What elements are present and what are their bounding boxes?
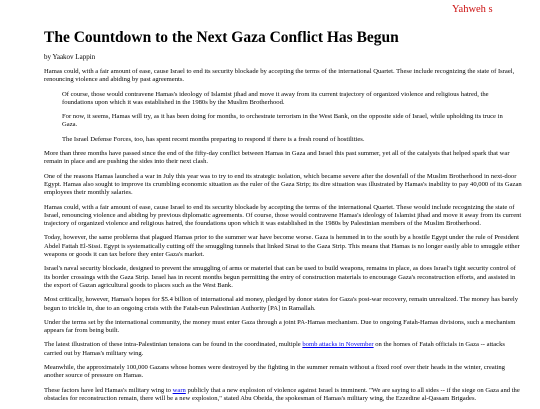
article-paragraph: One of the reasons Hamas launched a war in July this year was to try to end its strategic isolation, which became severe after the downfall of the Muslim Brotherhood in next-door Egypt. Hamas also sought to improve its crumbling economic situation as the ruler of the Gaza Strip; its dire situation was illustrated by Hamas's inability to pay 40,000 of its Gazan employees their monthly salaries. [44,172,522,197]
site-brand[interactable]: Yahweh s [452,4,493,15]
paragraph-text: publicly that a new explosion of violence against Israel is imminent. "We are saying to all sides -- if the siege on Gaza and the obstacles for reconstruction remain, there will be a new explosion," stated Abu Obeida, the spokesman of Hamas's military wing, the Ezzedine al-Qassam Brigades. [44,386,520,402]
article-paragraph [44,387,522,404]
article-byline: by Yaakov Lappin [44,53,96,61]
quote-paragraph: Of course, those would contravene Hamas's ideology of Islamist jihad and move it away from its current trajectory of organized violence and religious hatred, the foundations upon which it was established in the 1980s by the Muslim Brotherhood. [62,90,489,106]
article-blockquote [44,91,522,144]
article-paragraph: Most critically, however, Hamas's hopes for $5.4 billion of international aid money, pledged by donor states for Gaza's post-war recovery, remain unrealized. The money has barely begun to trickle in, due to an ongoing crisis with the Fatah-run Palestinian Authority [PA] in Ramallah. [44,296,519,312]
article-paragraph: Meanwhile, the approximately 100,000 Gazans whose homes were destroyed by the fighting in the summer remain without a fixed roof over their heads in the winter, creating another source of pressure on Hamas. [44,364,505,380]
quote-paragraph: The Israel Defense Forces, too, has spent recent months preparing to respond if there is a fresh round of hostilities. [62,135,365,143]
article-intro: Hamas could, with a fair amount of ease, cause Israel to end its security blockade by accepting the terms of the international Quartet. These include recognizing the state of Israel, renouncing violence and abiding by past agreements. [44,68,515,84]
article-paragraph [44,341,522,358]
article-paragraph: Hamas could, with a fair amount of ease, cause Israel to end its security blockade by accepting the terms of the international Quartet. These would include recognizing the state of Israel, renouncing violence and abiding by previous diplomatic agreements. Of course, those would contravene Hamas's ideology of Islamist jihad and move it away from its current trajectory of organized violence and religious hatred, the foundations upon which it was established in the 1980s by Palestinian members of the Muslim Brotherhood. [44,203,522,228]
paragraph-text: on the homes of Fatah officials in Gaza -- attacks carried out by Hamas's military wing. [44,341,505,357]
paragraph-text: These factors have led Hamas's military wing to [44,386,173,394]
paragraph-text: The latest illustration of these intra-Palestinian tensions can be found in the coordinated, multiple [44,341,303,349]
article-title: The Countdown to the Next Gaza Conflict Has Begun [44,29,399,46]
article-paragraph: Under the terms set by the international community, the money must enter Gaza through a joint PA-Hamas mechanism. Due to ongoing Fatah-Hamas divisions, such a mechanism appears far from being built. [44,318,516,335]
article-paragraph: Today, however, the same problems that plagued Hamas prior to the summer war have become worse. Gaza is hemmed in to the south by a hostile Egypt under the rule of President Abdel Fattah El-Sissi. Egypt is systematically cutting off the smuggling tunnels that linked Sinai to the Gaza Strip. This means that Hamas is no longer easily able to smuggle either weapons or goods it can tax before they enter Gaza's market. [44,234,520,259]
warn-link[interactable]: warn [172,386,186,394]
article-paragraph: More than three months have passed since the end of the fifty-day conflict between Hamas in Gaza and Israel this past summer, yet all of the catalysts that helped spark that war remain in place and are pushing the sides into their next clash. [44,150,510,166]
article [44,28,522,409]
article-paragraph: Israel's naval security blockade, designed to prevent the smuggling of arms or materiel that can be used to build weapons, remains in place, as does Israel's tight security control of its border crossings with the Gaza Strip. Israel has in recent months begun permitting the entry of construction materials to encourage Gaza's reconstruction efforts, and assisted in the export of Gazan agricultural goods to places such as the West Bank. [44,265,516,289]
bomb-attacks-link[interactable]: bomb attacks in November [302,341,374,349]
quote-paragraph: For now, it seems, Hamas will try, as it has been doing for months, to orchestrate terrorism in the West Bank, on the opposite side of Israel, while upholding its truce in Gaza. [62,113,503,129]
